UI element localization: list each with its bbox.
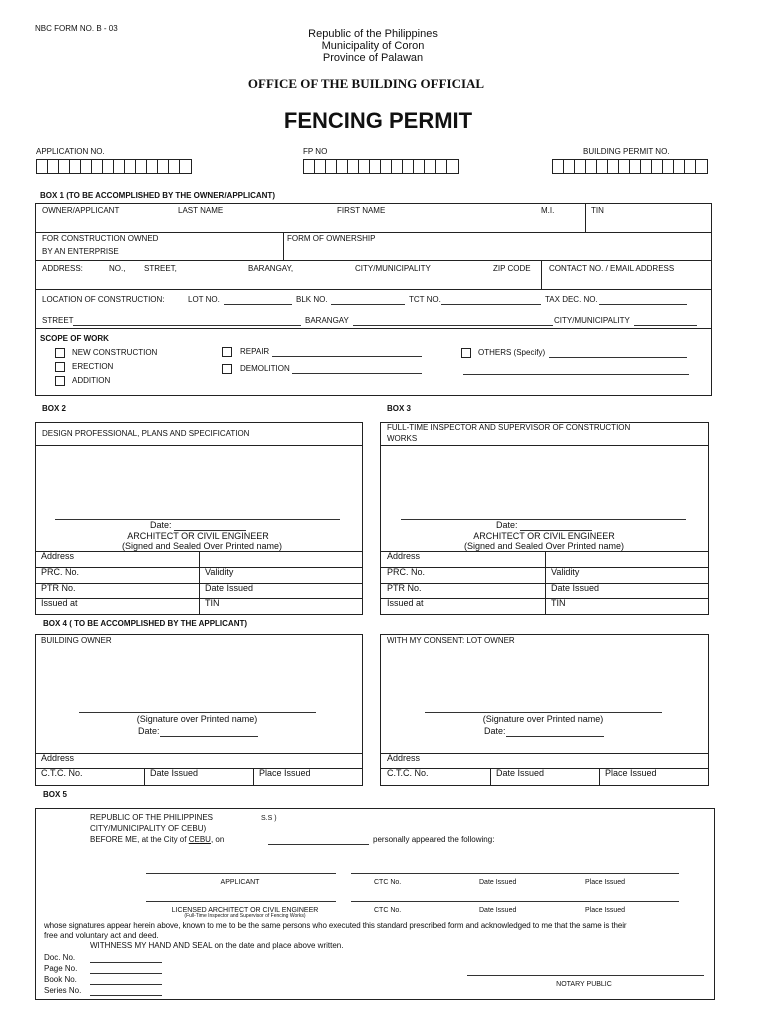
page-no-line[interactable] — [90, 973, 162, 974]
box2-tin-label: TIN — [205, 598, 220, 608]
contact-label: CONTACT NO. / EMAIL ADDRESS — [549, 264, 675, 273]
box3-prc-label: PRC. No. — [387, 567, 426, 577]
address-street-label: STREET, — [144, 264, 177, 273]
building-owner-label: BUILDING OWNER — [41, 636, 112, 645]
owner-signature-line[interactable] — [79, 712, 316, 713]
addition-label: ADDITION — [72, 376, 111, 385]
box3-title-1: FULL-TIME INSPECTOR AND SUPERVISOR OF CONSTRUCTION — [387, 423, 631, 432]
box3-validity-label: Validity — [551, 567, 580, 577]
box3-title-2: WORKS — [387, 434, 418, 443]
application-no-label: APPLICATION NO. — [36, 147, 105, 156]
location-label: LOCATION OF CONSTRUCTION: — [42, 295, 165, 304]
fp-no-label: FP NO — [303, 147, 328, 156]
doc-no-label: Doc. No. — [44, 953, 76, 962]
owner-date-line[interactable] — [160, 736, 258, 737]
tin-label: TIN — [591, 206, 604, 215]
box2-validity-label: Validity — [205, 567, 234, 577]
licensed-label: LICENSED ARCHITECT OR CIVIL ENGINEER — [171, 907, 319, 914]
city-label: CITY/MUNICIPALITY — [554, 316, 630, 325]
box5-witness: WITHNESS MY HAND AND SEAL on the date and place above written. — [90, 941, 344, 950]
address-label: ADDRESS: — [42, 264, 83, 273]
series-no-label: Series No. — [44, 986, 82, 995]
others-label: OTHERS (Specify) — [478, 348, 546, 357]
box5-label: BOX 5 — [43, 790, 68, 799]
box3-label: BOX 3 — [387, 404, 412, 413]
box2-issued-at-label: Issued at — [41, 598, 78, 608]
owner-place-issued-label: Place Issued — [259, 768, 311, 778]
box2-label: BOX 2 — [42, 404, 67, 413]
notary-public-label: NOTARY PUBLIC — [556, 981, 612, 988]
city-line[interactable] — [634, 325, 697, 326]
box2-title: DESIGN PROFESSIONAL, PLANS AND SPECIFICATION — [42, 429, 250, 438]
box3-role: ARCHITECT OR CIVIL ENGINEER — [473, 531, 615, 541]
new-construction-checkbox[interactable] — [55, 348, 65, 358]
office-title: OFFICE OF THE BUILDING OFFICIAL — [247, 76, 485, 91]
licensed-date-issued-label: Date Issued — [479, 907, 517, 914]
fp-no-field[interactable] — [303, 159, 459, 174]
box2-date-label: Date: — [150, 520, 172, 530]
lot-owner-signature-caption: (Signature over Printed name) — [482, 714, 604, 724]
tct-no-line[interactable] — [441, 304, 541, 305]
lot-owner-date-issued-label: Date Issued — [496, 768, 545, 778]
book-no-label: Book No. — [44, 975, 77, 984]
demolition-label: DEMOLITION — [240, 364, 290, 373]
owner-date-issued-label: Date Issued — [150, 768, 199, 778]
box2-date-issued-label: Date Issued — [205, 583, 254, 593]
box1-heading: BOX 1 (TO BE ACCOMPLISHED BY THE OWNER/APPLICANT) — [40, 191, 275, 200]
demolition-checkbox[interactable] — [222, 364, 232, 374]
owner-address-label: Address — [41, 753, 75, 763]
box5-whose-2: free and voluntary act and deed. — [44, 931, 159, 940]
building-permit-no-label: BUILDING PERMIT NO. — [583, 147, 670, 156]
tct-no-label: TCT NO. — [409, 295, 441, 304]
street-label: STREET — [42, 316, 74, 325]
form-number: NBC FORM NO. B - 03 — [35, 24, 118, 33]
address-barangay-label: BARANGAY, — [248, 264, 294, 273]
repair-line[interactable] — [272, 356, 422, 357]
tax-dec-line[interactable] — [599, 304, 687, 305]
owner-applicant-label: OWNER/APPLICANT — [42, 206, 120, 215]
box2-prc-label: PRC. No. — [41, 567, 80, 577]
box3-tin-label: TIN — [551, 598, 566, 608]
header-municipality: Municipality of Coron — [321, 40, 425, 52]
lot-owner-address-label: Address — [387, 753, 421, 763]
lot-owner-place-issued-label: Place Issued — [605, 768, 657, 778]
zip-code-label: ZIP CODE — [493, 264, 531, 273]
applicant-date-issued-label: Date Issued — [479, 879, 517, 886]
box3-ptr-label: PTR No. — [387, 583, 422, 593]
box2-signature-line[interactable] — [55, 519, 340, 520]
form-of-ownership-label: FORM OF OWNERSHIP — [287, 234, 376, 243]
doc-no-line[interactable] — [90, 962, 162, 963]
scope-of-work-label: SCOPE OF WORK — [40, 334, 109, 343]
barangay-line[interactable] — [353, 325, 553, 326]
new-construction-label: NEW CONSTRUCTION — [72, 348, 158, 357]
demolition-line[interactable] — [292, 373, 422, 374]
box5-before-me: BEFORE ME, at the City of CEBU, on — [90, 835, 225, 844]
address-city-label: CITY/MUNICIPALITY — [355, 264, 431, 273]
licensed-ctc-label: CTC No. — [374, 907, 402, 914]
box2-role: ARCHITECT OR CIVIL ENGINEER — [127, 531, 269, 541]
repair-label: REPAIR — [240, 347, 270, 356]
last-name-label: LAST NAME — [178, 206, 224, 215]
owner-date-label: Date: — [138, 726, 160, 736]
box5-before-me-city: CEBU — [188, 835, 211, 844]
lot-owner-consent-label: WITH MY CONSENT: LOT OWNER — [387, 636, 515, 645]
page-no-label: Page No. — [44, 964, 78, 973]
addition-checkbox[interactable] — [55, 376, 65, 386]
notary-signature-line[interactable] — [467, 975, 704, 976]
header-province: Province of Palawan — [322, 52, 424, 64]
box4-heading: BOX 4 ( TO BE ACCOMPLISHED BY THE APPLICANT) — [43, 619, 248, 628]
barangay-label: BARANGAY — [305, 316, 349, 325]
licensed-sub-label: (Full-Time Inspector and Supervisor of Fencing Works) — [184, 913, 306, 919]
box3-address-label: Address — [387, 551, 421, 561]
blk-no-label: BLK NO. — [296, 295, 328, 304]
box2-signed: (Signed and Sealed Over Printed name) — [121, 541, 283, 551]
address-no-label: NO., — [109, 264, 126, 273]
applicant-signature-line[interactable] — [146, 873, 336, 874]
box4-owner — [35, 634, 363, 786]
repair-checkbox[interactable] — [222, 347, 232, 357]
series-no-line[interactable] — [90, 995, 162, 996]
applicant-place-issued-label: Place Issued — [585, 879, 626, 886]
box3-issued-at-label: Issued at — [387, 598, 424, 608]
others-line[interactable] — [549, 357, 687, 358]
box3-signature-line[interactable] — [401, 519, 686, 520]
tax-dec-label: TAX DEC. NO. — [545, 295, 598, 304]
owner-ctc-label: C.T.C. No. — [41, 768, 83, 778]
box5-ss: S.S ) — [261, 815, 277, 822]
lot-owner-date-label: Date: — [484, 726, 506, 736]
erection-label: ERECTION — [72, 362, 114, 371]
box5-city: CITY/MUNICIPALITY OF CEBU) — [90, 824, 207, 833]
box3-signed: (Signed and Sealed Over Printed name) — [463, 541, 625, 551]
enterprise-label-1: FOR CONSTRUCTION OWNED — [42, 234, 159, 243]
box5-date-line[interactable] — [268, 844, 369, 845]
owner-signature-caption: (Signature over Printed name) — [136, 714, 258, 724]
enterprise-label-2: BY AN ENTERPRISE — [42, 247, 119, 256]
box2-address-label: Address — [41, 551, 75, 561]
application-no-field[interactable] — [36, 159, 192, 174]
lot-owner-date-line[interactable] — [506, 736, 604, 737]
box5-appeared: personally appeared the following: — [373, 835, 495, 844]
lot-owner-signature-line[interactable] — [425, 712, 662, 713]
applicant-ctc-line[interactable] — [351, 873, 679, 874]
box3-date-issued-label: Date Issued — [551, 583, 600, 593]
mi-label: M.I. — [541, 206, 555, 215]
others-checkbox[interactable] — [461, 348, 471, 358]
lot-no-line[interactable] — [224, 304, 292, 305]
applicant-ctc-label: CTC No. — [374, 879, 402, 886]
box5-whose-1: whose signatures appear herein above, known to me to be the same persons who executed this standard prescribed form and acknowledged to me that the same is their — [44, 921, 627, 930]
lot-no-label: LOT NO. — [188, 295, 220, 304]
licensed-ctc-line[interactable] — [351, 901, 679, 902]
first-name-label: FIRST NAME — [337, 206, 386, 215]
header-republic: Republic of the Philippines — [308, 28, 438, 40]
box2-ptr-label: PTR No. — [41, 583, 76, 593]
box5-republic: REPUBLIC OF THE PHILIPPINES — [90, 813, 213, 822]
others-line-2[interactable] — [463, 374, 689, 375]
box3-date-label: Date: — [496, 520, 518, 530]
applicant-label: APPLICANT — [220, 879, 260, 886]
book-no-line[interactable] — [90, 984, 162, 985]
erection-checkbox[interactable] — [55, 362, 65, 372]
licensed-signature-line[interactable] — [146, 901, 336, 902]
licensed-place-issued-label: Place Issued — [585, 907, 626, 914]
page-title: FENCING PERMIT — [283, 108, 473, 133]
box4-lot-owner — [380, 634, 709, 786]
blk-no-line[interactable] — [331, 304, 405, 305]
building-permit-no-field[interactable] — [552, 159, 708, 174]
lot-owner-ctc-label: C.T.C. No. — [387, 768, 429, 778]
street-line[interactable] — [73, 325, 301, 326]
